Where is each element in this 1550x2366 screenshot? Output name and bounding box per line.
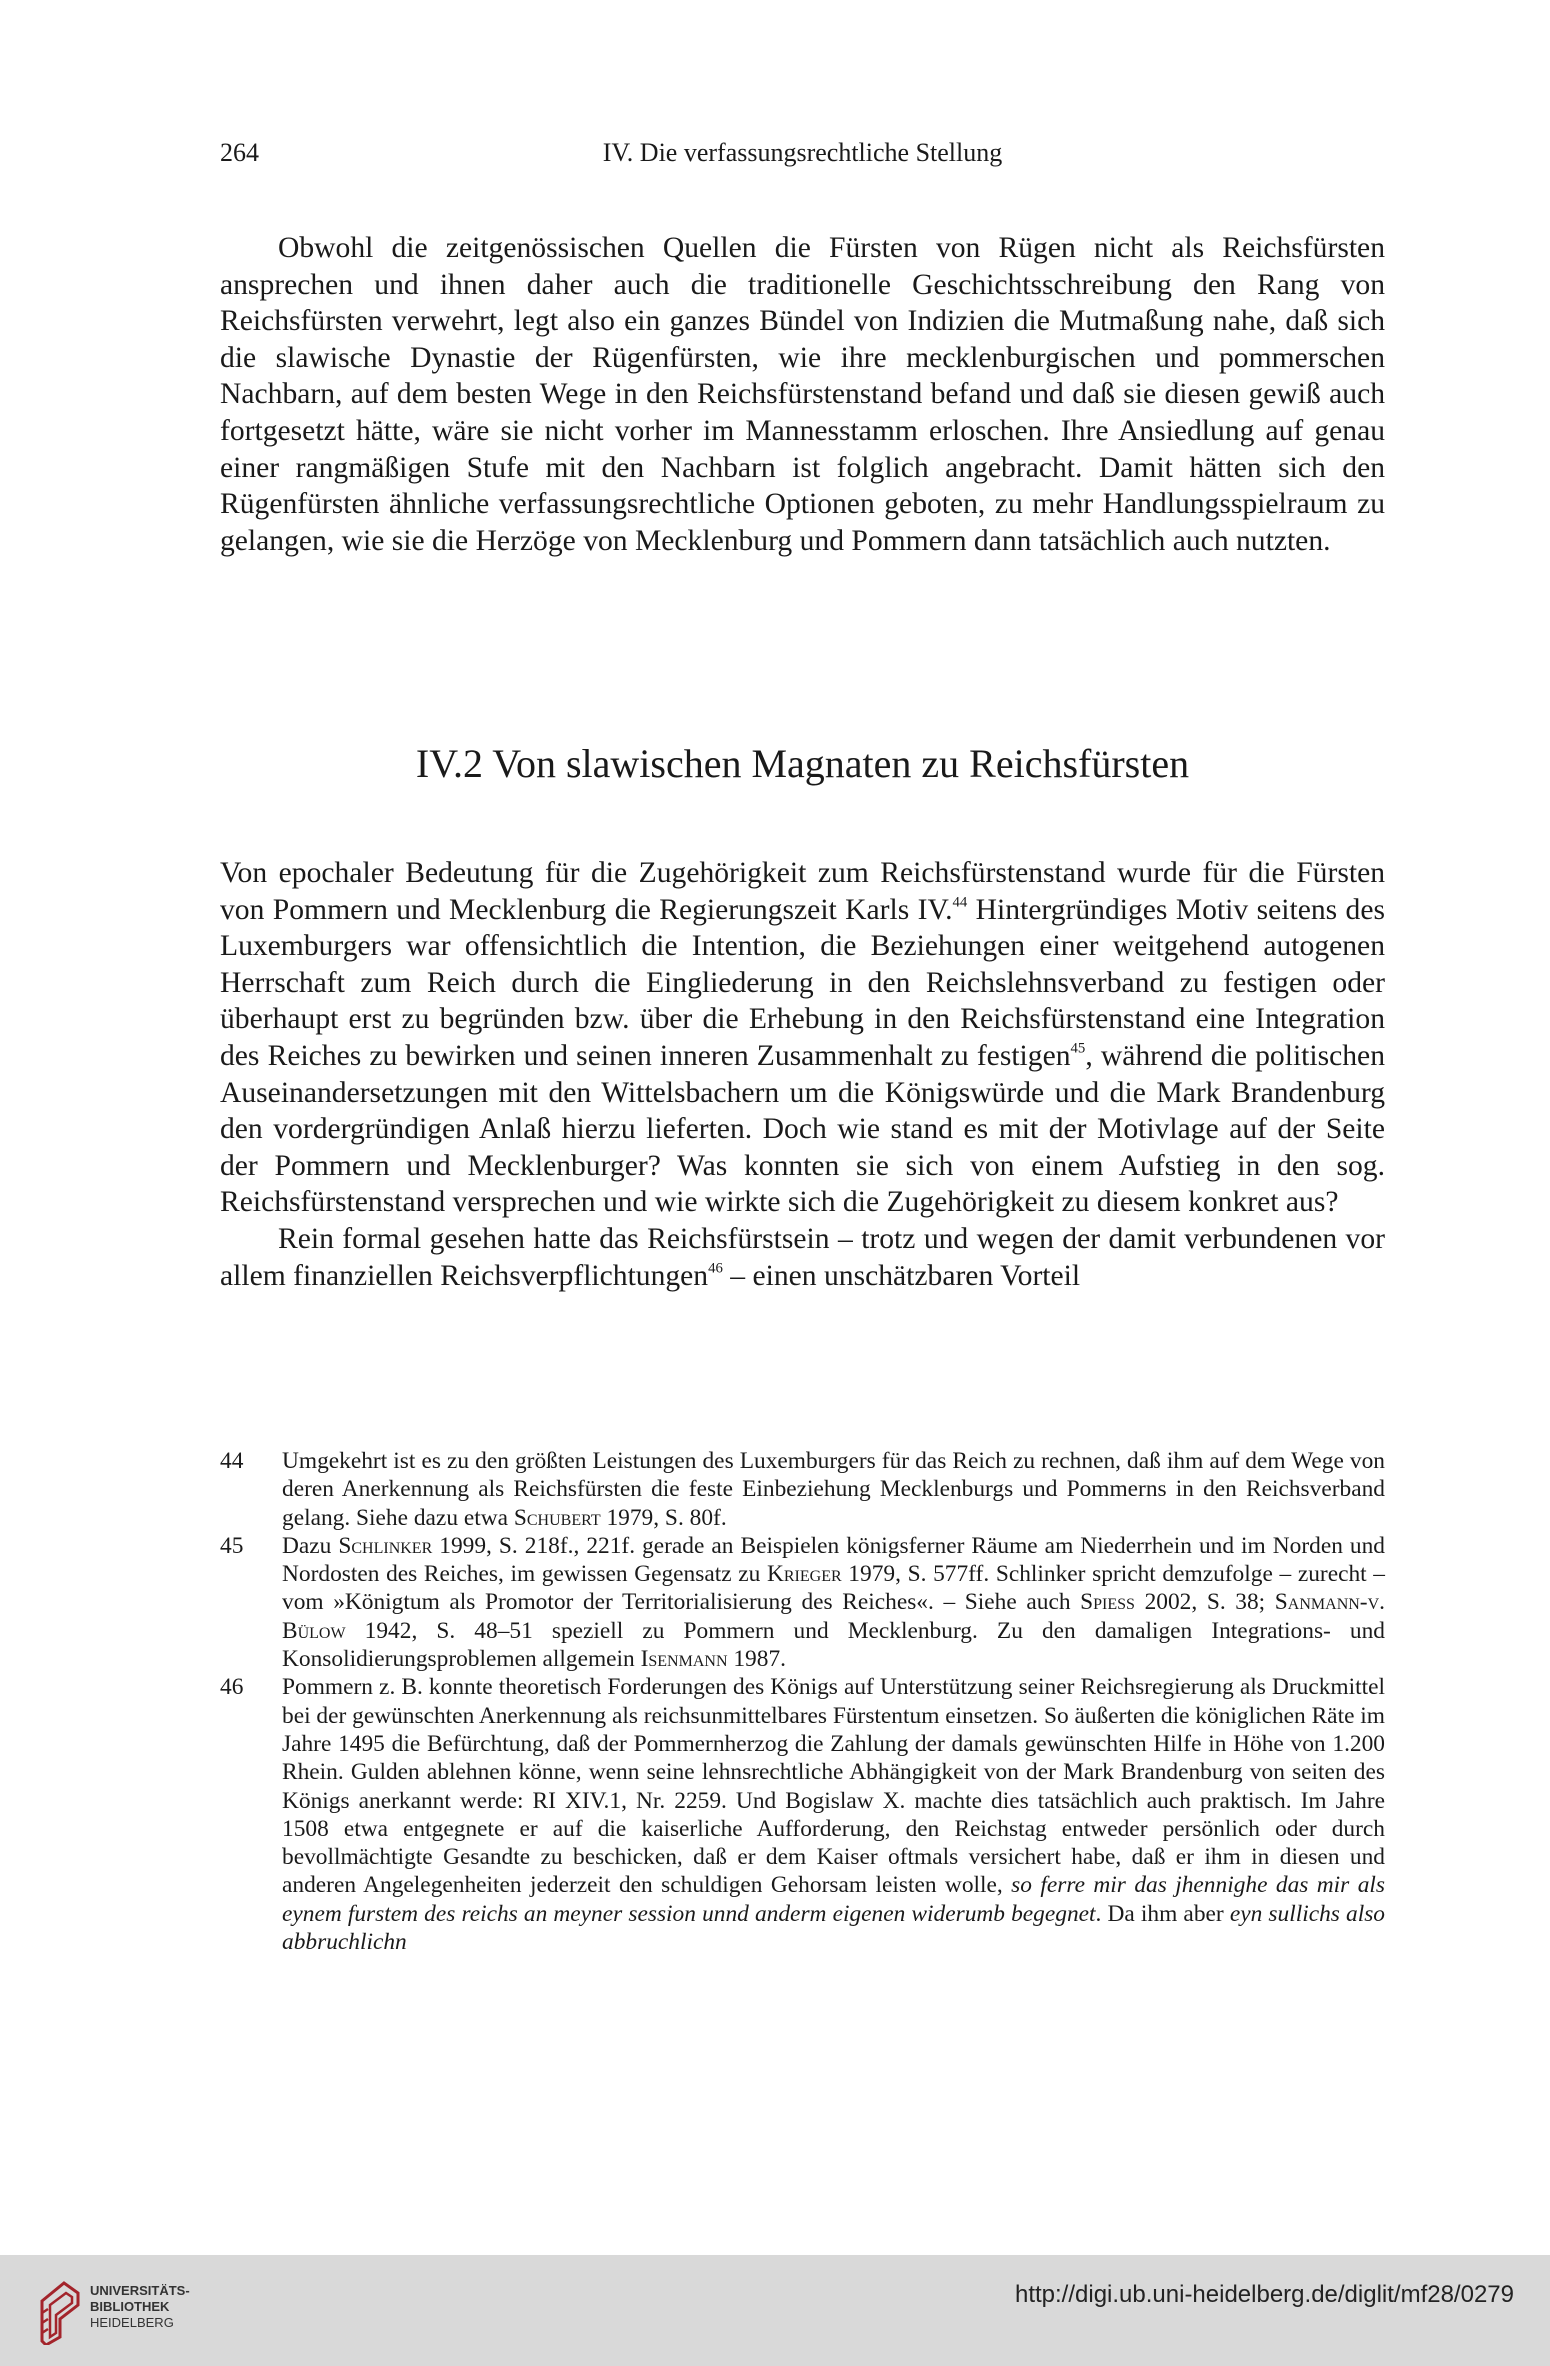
text-run: Umgekehrt ist es zu den größten Leistungen des Luxemburgers für das Reich zu rechnen, daß ihm auf dem Wege von deren Anerkennung als Reichsfürsten die feste Einbeziehung Mecklenburgs und Pommerns in den Reichsverband gelang. Siehe dazu etwa (282, 1448, 1385, 1531)
footnote-ref-44[interactable]: 44 (952, 894, 968, 911)
author-name: Sanmann-v. Bülow (282, 1589, 1385, 1644)
quotation-italic: eyn sullichs also abbruchlichn (282, 1900, 1385, 1956)
paragraph (220, 1221, 1385, 1294)
paragraph: Obwohl die zeitgenössischen Quellen die Fürsten von Rügen nicht als Reichsfürsten ansprechen und ihnen daher auch die traditionelle Geschichtsschreibung den Rang von Reichsfürsten verwehrt, legt also ein ganzes Bündel von Indizien die Mutmaßung nahe, daß sich die slawische Dynastie der Rügenfürsten, wie ihre mecklenburgischen und pommerschen Nachbarn, auf dem besten Wege in den Reichsfürstenstand befand und daß sie diesen gewiß auch fortgesetzt hätte, wäre sie nicht vorher im Mannesstamm erloschen. Ihre Ansiedlung auf genau einer rangmäßigen Stufe mit den Nachbarn ist folglich angebracht. Damit hätten sich den Rügenfürsten ähnliche verfassungsrechtliche Optionen geboten, zu mehr Handlungsspielraum zu gelangen, wie sie die Herzöge von Mecklenburg und Pommern dann tatsächlich auch nutzten. (220, 232, 1385, 557)
paragraph (220, 855, 1385, 1221)
text-run: 2002, S. 38; (1134, 1589, 1275, 1616)
permalink-url[interactable]: http://digi.ub.uni-heidelberg.de/diglit/mf28/0279 (1014, 2281, 1514, 2308)
text-run: 1979, S. 80f. (600, 1504, 727, 1531)
text-run: . Da ihm aber (1095, 1900, 1230, 1927)
author-name: Krieger (766, 1561, 842, 1588)
footnote-number: 46 (220, 1674, 244, 1701)
text-run: , während die politischen Auseinandersetzungen mit den Wittelsbachern um die Königswürde und die Mark Brandenburg den vordergründigen Anlaß hierzu lieferten. Doch wie stand es mit der Motivlage auf der Seite der Pommern und Mecklenburger? Was konnten sie sich von einem Aufstieg in den sog. Reichsfürstenstand versprechen und wie wirkte sich die Zugehörigkeit zu diesem konkret aus? (220, 1039, 1385, 1219)
text-run: Pommern z. B. konnte theoretisch Forderungen des Königs auf Unterstützung seiner Reichsregierung als Druckmittel bei der gewünschten Anerkennung als reichsunmittelbares Fürstentum einsetzen. So äußerten die königlichen Räte im Jahre 1495 die Befürchtung, daß der Pommernherzog die Zahlung der damals gewünschten Hilfe in Höhe von 1.200 Rhein. Gulden ablehnen könne, wenn seine lehnsrechtliche Abhängigkeit von der Mark Brandenburg von seiten des Königs anerkannt werde: RI XIV.1, Nr. 2259. Und Bogislaw X. machte dies tatsächlich auch praktisch. Im Jahre 1508 etwa entgegnete er auf die kaiserliche Aufforderung, den Reichstag entweder persönlich oder durch bevollmächtigte Gesandte zu beschicken, daß er dem Kaiser oftmals versichert habe, daß er ihm in diesen und anderen Angelegenheiten jederzeit den schuldigen Gehorsam leisten wolle, (282, 1674, 1385, 1899)
text-run: Rein formal gesehen hatte das Reichsfürstsein – trotz und wegen der damit verbundenen vor allem finanziellen Reichsverpflichtungen (220, 1222, 1385, 1292)
logo-line: HEIDELBERG (90, 2315, 174, 2330)
footnote-46 (220, 1673, 1385, 1956)
text-run: 1987. (727, 1646, 786, 1673)
section-heading: IV.2 Von slawischen Magnaten zu Reichsfürsten (415, 741, 1190, 786)
text-run: Von epochaler Bedeutung für die Zugehörigkeit zum Reichsfürstenstand wurde für die Fürsten von Pommern und Mecklenburg die Regierungszeit Karls IV. (220, 857, 1385, 926)
body-text-block-1 (220, 230, 1385, 559)
footnote-45 (220, 1532, 1385, 1673)
page-number: 264 (220, 138, 259, 167)
text-run: 1942, S. 48–51 speziell zu Pommern und Mecklenburg. Zu den damaligen Integrations- und Konsolidierungsproblemen allgemein (282, 1617, 1385, 1673)
footnotes (220, 1447, 1385, 1956)
library-logo[interactable] (38, 2275, 190, 2345)
author-name: Schlinker (338, 1532, 433, 1559)
quotation-italic: so ferre mir das jhennighe das mir als eynem furstem des reichs an meyner session unnd anderm eigenen widerumb begegnet (282, 1872, 1385, 1927)
footer-band (0, 2255, 1550, 2366)
footnote-number: 45 (220, 1532, 244, 1559)
page-header (220, 138, 1385, 178)
logo-line: UNIVERSITÄTS- (90, 2283, 190, 2298)
author-name: Spiess (1080, 1589, 1135, 1616)
library-logo-text (90, 2283, 190, 2331)
text-run: Dazu (282, 1532, 339, 1559)
footnote-ref-46[interactable]: 46 (708, 1259, 723, 1276)
body-text-block-2 (220, 855, 1385, 1294)
text-run: – einen unschätzbaren Vorteil (722, 1259, 1081, 1292)
footnote-number: 44 (220, 1448, 244, 1474)
text-run: Hintergründiges Motiv seitens des Luxemburgers war offensichtlich die Intention, die Beziehungen einer weitgehend autogenen Herrschaft zum Reich durch die Eingliederung in den Reichslehnsverband zu festigen oder überhaupt erst zu begründen bzw. über die Erhebung in den Reichsfürstenstand eine Integration des Reiches zu bewirken und seinen inneren Zusammenhalt zu festigen (220, 893, 1385, 1072)
running-title: IV. Die verfassungsrechtliche Stellung (602, 138, 1003, 167)
author-name: Isenmann (640, 1646, 728, 1673)
text-run: 1979, S. 577ff. Schlinker spricht demzufolge – zurecht – vom »Königtum als Promotor der Territorialisierung des Reiches«. – Siehe auch (282, 1561, 1385, 1616)
author-name: Schubert (513, 1504, 601, 1531)
logo-line: BIBLIOTHEK (90, 2299, 170, 2314)
text-run: 1999, S. 218f., 221f. gerade an Beispielen königsferner Räume am Niederrhein und im Norden und Nordosten des Reiches, im gewissen Gegensatz zu (282, 1532, 1385, 1588)
footnote-44 (220, 1447, 1385, 1532)
library-logo-icon (38, 2275, 82, 2345)
footnote-ref-45[interactable]: 45 (1070, 1040, 1086, 1057)
